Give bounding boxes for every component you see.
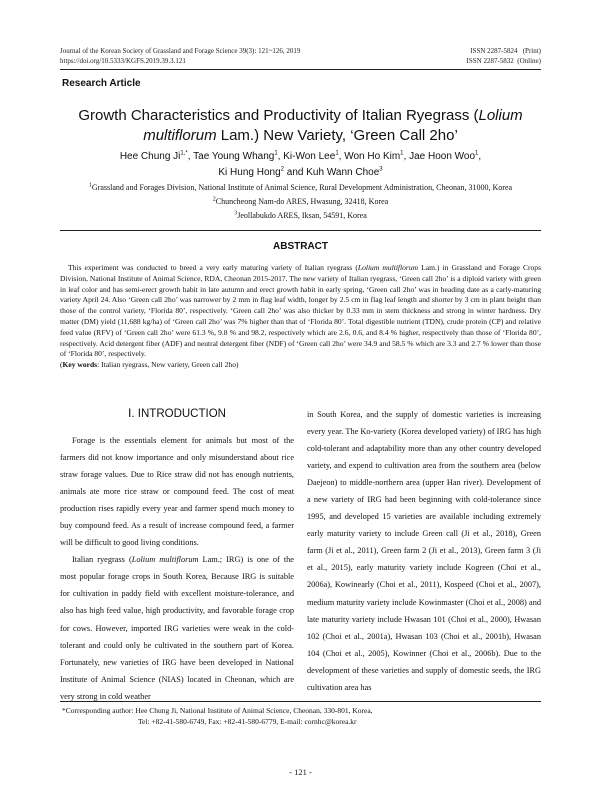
paper-title-line-2: multiflorum Lam.) New Variety, ‘Green Call 2ho’ bbox=[143, 127, 458, 144]
page-number: - 121 - bbox=[289, 767, 312, 777]
affiliation-3: $^3$Jeollabukdo ARES, Iksan, 54591, Korea bbox=[234, 210, 367, 220]
keywords: (Key words: Italian ryegrass, New variety, Green call 2ho) bbox=[60, 360, 239, 370]
paragraph: Forage is the essentials element for animals but most of the farmers did not know importance and only misunderstand about rice straw forage values. Due to Rice straw did not has enough nutrients, animals ate more rice straw or compound feed. The cost of meat production rises rapidly every year and farmer spend much money to buy compound feed. As a result of increase compound feed, a farmer will be difficult to good living conditions. bbox=[60, 436, 294, 548]
article-type-label: Research Article bbox=[62, 78, 141, 89]
affiliation-2: $^2$Chuncheong Nam-do ARES, Hwasung, 32418, Korea bbox=[212, 196, 389, 206]
corresponding-author-note: *Corresponding author: Hee Chung Ji, National Institute of Animal Science, Cheonan, 330-801, Korea, Tel: +82-41-580-6749, Fax: +82-41-580-6779, E-mail: cornhc@korea.kr bbox=[62, 706, 373, 726]
abstract-heading: ABSTRACT bbox=[273, 241, 328, 252]
author: Jae Hoon Woo bbox=[409, 151, 476, 162]
journal-citation: Journal of the Korean Society of Grassland and Forage Science 39(3): 121~126, 2019 bbox=[60, 47, 301, 55]
author: Ki Hung Hong bbox=[218, 167, 281, 178]
section-rule bbox=[60, 230, 541, 231]
issn-online: ISSN 2287-5832 (Online) bbox=[466, 57, 541, 65]
paragraph: in South Korea, and the supply of domestic varieties is increasing every year. The Ko-variety (Korea developed variety) of IRG has high cold-tolerant and adaptability more than any other country developed variety, and expend to cultivation area from the southern area (below Daejeon) to middle-northern area (upper Han river). Development of a new variety of IRG had been beginning with cold-tolerance since 1995, and developed 15 varieties are available including extremely early maturity variety to include Green call (Ji et al., 2018), Green farm (Ji et al., 2011), Green farm 2 (Ji et al., 2013), Green farm 3 (Ji et al., 2015), early maturity variety include Kogreen (Choi et al., 2006a), Kowinearly (Choi et al., 2011), Kospeed (Choi et al., 2007), medium maturity variety include Kowinmaster (Choi et al., 2008) and late maturity variety include Hwasan 101 (Choi et al., 2000), Hwasan 102 (Choi et al., 2001a), Hwasan 103 (Choi et al., 2001b), Hwasan 104 (Choi et al., 2005), Kowinner (Choi et al., 2006b). Due to the development of these varieties and supply of domestic seeds, the IRG cultivation area has bbox=[307, 410, 541, 692]
author: Kuh Wann Choe bbox=[306, 167, 380, 178]
affiliation-1: $^1$Grassland and Forages Division, National Institute of Animal Science, Rural Development Administration, Cheonan, 31000, Korea bbox=[88, 182, 513, 192]
author-list-line-2: Ki Hung Hong$^2$ and Kuh Wann Choe$^3$ bbox=[218, 166, 383, 178]
doi-link[interactable]: https://doi.org/10.5333/KGFS.2019.39.3.121 bbox=[60, 57, 186, 65]
intro-left-column bbox=[60, 432, 294, 705]
introduction-heading: Ⅰ. INTRODUCTION bbox=[128, 408, 226, 420]
author: Ki-Won Lee bbox=[283, 151, 336, 162]
footnote-rule bbox=[60, 701, 541, 702]
author: Hee Chung Ji bbox=[119, 151, 181, 162]
issn-print: ISSN 2287-5824 (Print) bbox=[470, 47, 541, 55]
intro-right-column bbox=[307, 406, 541, 696]
header-rule bbox=[60, 69, 541, 70]
paper-title-line-1: Growth Characteristics and Productivity of Italian Ryegrass (Lolium bbox=[78, 107, 523, 124]
abstract-body: This experiment was conducted to breed a very early maturing variety of Italian ryegrass (Lolium multiflorum Lam.) in Grassland and Forage Crops Division, National Institute of Animal Science, RDA, Cheonan 2015-2017. The new variety of Italian ryegrass, ‘Green call 2ho’ is a diploid variety with green in leaf color and has semi-erect growth habit in late autumn and erect growth habit in early spring, ‘Green call 2ho’ was in heading date as a carly-maturing variety April 24. Also ‘Green call 2ho’ was narrower by 2 mm in flag leaf width, longer by 2.5 cm in flag leaf length and shorter by 3 cm in plant height than those of the control variety, ‘Florida 80’, respectively. ‘Green call 2ho’ was also thicker by 0.33 mm in stem thickness and strong in winter hardness. Dry matter (DM) yield (11,688 kg/ha) of ‘Green call 2ho’ was 7% higher than that of ‘Florida 80’. Total digestible nutrient (TDN), crude protein (CP) and relative feed value (RFV) of ‘Green call 2ho’ were 61.3 %, 9.8 % and 98.2, respectively which are 2.6, 0.6, and 8.4 % higher, respectively than those of ‘Florida 80’, respectively. Acid detergent fiber (ADF) and neutral detergent fiber (NDF) of ‘Green call 2ho’ were 34.9 and 58.5 % which are 3.3 and 2.7 % lower than those of ‘Florida 80’, respectively. (Key words: Italian ryegrass, New variety, Green call 2ho) bbox=[60, 263, 542, 370]
author: Won Ho Kim bbox=[344, 151, 401, 162]
paragraph: Italian ryegrass (Lolium multiflorum Lam.; IRG) is one of the most popular forage crops in South Korea, Because IRG is suitable for cultivation in paddy field with excellent moisture-tolerance, and also has high feed value, high productivity, and favorable forage crop for cows. However, imported IRG varieties were weak in the cold-tolerant and could only be cultivated in the southern part of Korea. Fortunately, new varieties of IRG have been developed in National Institute of Animal Science (NIAS) located in Cheonan, which are very strong in cold weather bbox=[60, 555, 294, 701]
author: Tae Young Whang bbox=[193, 151, 275, 162]
author-list-line-1: Hee Chung $Ji^{1,*}$, Tae Young Whang$^1$, Ki-Won Lee$^1$, Won Ho Kim$^1$, Jae Hoon Woo$^1$, bbox=[119, 150, 482, 162]
